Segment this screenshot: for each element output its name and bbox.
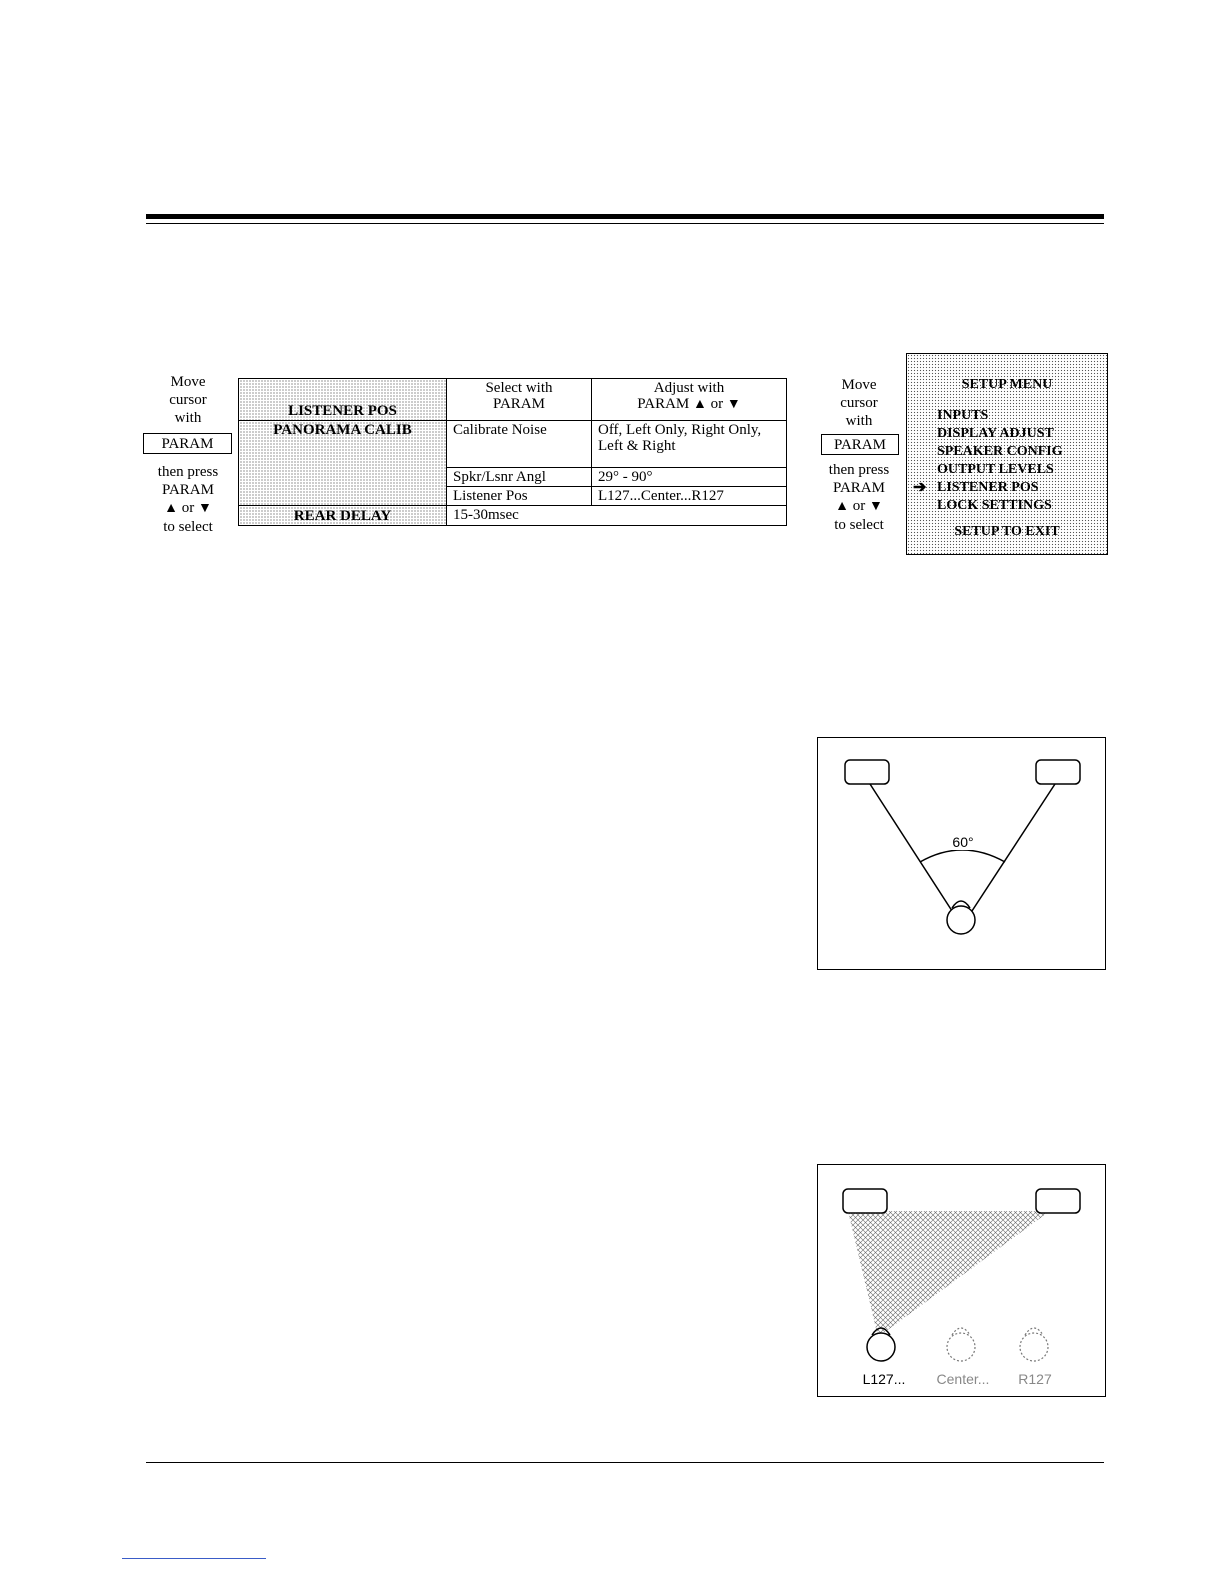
right-instr-line6: to select: [834, 517, 884, 533]
setup-menu-item-selected: LISTENER POS: [937, 480, 1039, 495]
left-instr-line5: PARAM: [162, 482, 214, 498]
listener-center-icon: [947, 1333, 975, 1361]
menu-param-cell: Spkr/Lsnr Angl: [447, 468, 592, 487]
select-with-line2: PARAM: [493, 396, 545, 412]
header-rule-thin: [146, 223, 1104, 224]
angle-label: 60°: [947, 834, 979, 850]
left-instr-line2: cursor: [169, 392, 207, 408]
left-instr-or: or: [181, 500, 195, 516]
right-instructions-lower: [815, 461, 903, 534]
setup-menu-footer: SETUP TO EXIT: [954, 524, 1060, 539]
position-label-left: L127...: [862, 1371, 906, 1387]
listener-right-icon: [1020, 1333, 1048, 1361]
setup-menu-item: SPEAKER CONFIG: [937, 444, 1063, 459]
select-with-header: [447, 379, 592, 421]
arrow-up-icon: ▲: [693, 397, 707, 412]
right-instr-or: or: [852, 498, 866, 514]
adjust-with-param: PARAM: [637, 396, 690, 412]
menu-value-cell: Off, Left Only, Right Only, Left & Right: [592, 421, 787, 468]
right-instr-line2: cursor: [840, 395, 878, 411]
rear-delay-value: 15-30msec: [447, 506, 787, 526]
listener-head-icon: [947, 906, 975, 934]
adjust-with-line1: Adjust with: [653, 380, 725, 396]
right-speaker-icon: [1036, 1189, 1080, 1213]
footer-rule: [146, 1462, 1104, 1463]
speaker-angle-diagram: [818, 738, 1107, 971]
sound-field-area: [848, 1211, 1050, 1337]
setup-menu-item: DISPLAY ADJUST: [937, 426, 1054, 441]
arrow-up-icon: ▲: [164, 501, 178, 516]
left-sight-line: [870, 784, 954, 914]
select-with-line1: Select with: [485, 380, 553, 396]
left-instr-line4: then press: [157, 464, 219, 480]
right-instructions: [815, 376, 903, 430]
right-instr-line1: Move: [841, 377, 877, 393]
setup-menu-list: [937, 407, 1063, 515]
menu-value-cell: L127...Center...R127: [592, 487, 787, 506]
arrow-down-icon: ▼: [869, 499, 883, 514]
left-speaker-icon: [845, 760, 889, 784]
left-param-key: PARAM: [143, 433, 232, 454]
speaker-angle-figure: [817, 737, 1106, 970]
cursor-arrow-icon: ➔: [913, 479, 927, 496]
arrow-up-icon: ▲: [835, 499, 849, 514]
right-param-key: PARAM: [821, 434, 899, 455]
adjust-with-or: or: [710, 396, 724, 412]
header-rule-thick: [146, 214, 1104, 219]
setup-menu-item: OUTPUT LEVELS: [937, 462, 1054, 477]
left-instr-arrows: [140, 499, 236, 518]
adjust-with-header: [592, 379, 787, 421]
panorama-calib-label: PANORAMA CALIB: [239, 421, 447, 506]
setup-menu-title: SETUP MENU: [961, 377, 1053, 392]
left-instructions: [140, 373, 236, 427]
right-instr-line4: then press: [828, 462, 890, 478]
menu-param-cell: Calibrate Noise: [447, 421, 592, 468]
menu-param-cell: Listener Pos: [447, 487, 592, 506]
arrow-down-icon: ▼: [726, 397, 741, 412]
arrow-down-icon: ▼: [198, 501, 212, 516]
listener-pos-menu-table: [238, 378, 787, 526]
adjust-with-line2: [598, 396, 780, 413]
listener-position-diagram: [818, 1165, 1107, 1398]
position-label-right: R127: [1018, 1371, 1052, 1387]
listener-pos-header: LISTENER POS: [239, 379, 447, 421]
left-instructions-lower: [140, 463, 236, 536]
right-sight-line: [970, 784, 1055, 914]
angle-arc: [920, 850, 1005, 862]
listener-left-icon: [867, 1333, 895, 1361]
menu-value-cell: 29° - 90°: [592, 468, 787, 487]
left-instr-line1: Move: [170, 374, 206, 390]
right-speaker-icon: [1036, 760, 1080, 784]
setup-menu-display: [906, 353, 1108, 555]
footer-link-underline: [122, 1558, 266, 1559]
rear-delay-label: REAR DELAY: [239, 506, 447, 526]
left-speaker-icon: [843, 1189, 887, 1213]
setup-menu-item: LOCK SETTINGS: [937, 498, 1052, 513]
right-instr-line3: with: [845, 413, 873, 429]
left-instr-line6: to select: [163, 519, 213, 535]
listener-position-figure: [817, 1164, 1106, 1397]
right-instr-line5: PARAM: [833, 480, 885, 496]
setup-menu-item: INPUTS: [937, 408, 989, 423]
right-instr-arrows: [815, 497, 903, 516]
position-label-center: Center...: [936, 1371, 990, 1387]
left-instr-line3: with: [174, 410, 202, 426]
